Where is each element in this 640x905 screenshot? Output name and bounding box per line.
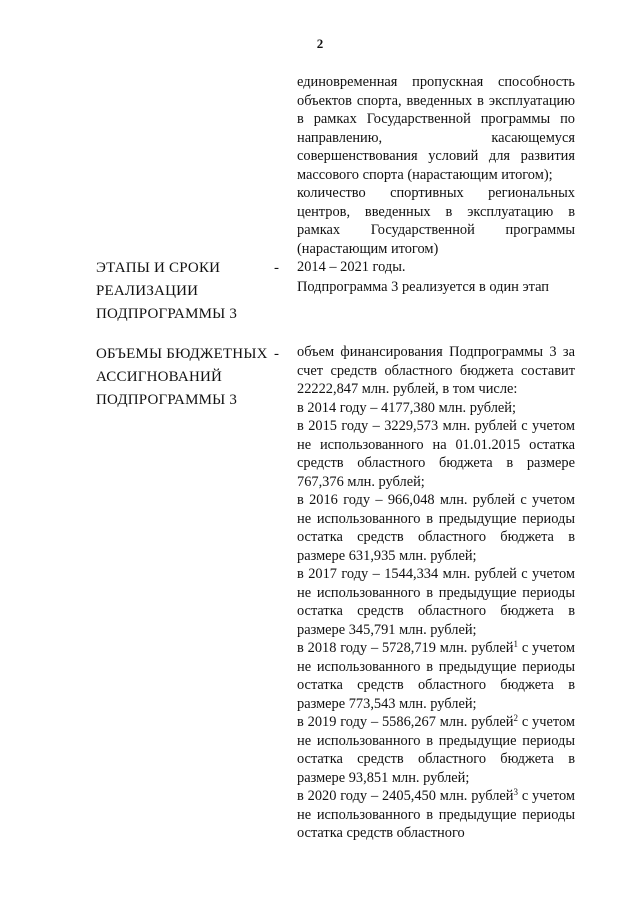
footnote-marker-3: 3 bbox=[513, 787, 518, 797]
footnote-marker-1: 1 bbox=[513, 639, 518, 649]
budget-paragraph-2019 bbox=[297, 713, 575, 787]
budget-2020-amount: в 2020 году – 2405,450 млн. рублей bbox=[297, 788, 514, 804]
stages-content bbox=[297, 257, 575, 297]
budget-label-line: ПОДПРОГРАММЫ 3 bbox=[96, 392, 238, 408]
stages-label-line: ПОДПРОГРАММЫ 3 bbox=[96, 306, 238, 322]
budget-paragraph-2016: в 2016 году – 966,048 млн. рублей с учетом не использованного в предыдущие периоды остатка средств областного бюджета в размере 631,935 млн. рублей; bbox=[297, 492, 575, 564]
budget-label bbox=[96, 343, 274, 412]
budget-2019-amount: в 2019 году – 5586,267 млн. рублей bbox=[297, 714, 514, 730]
budget-label-line: ОБЪЕМЫ БЮДЖЕТНЫХ bbox=[96, 346, 268, 362]
stages-label-line: РЕАЛИЗАЦИИ bbox=[96, 283, 199, 299]
budget-paragraph-2014: в 2014 году – 4177,380 млн. рублей; bbox=[297, 399, 516, 416]
stages-label bbox=[96, 257, 274, 326]
budget-paragraph-total: объем финансирования Подпрограммы 3 за счет средств областного бюджета составит 22222,847 млн. рублей, в том числе: bbox=[297, 344, 575, 397]
budget-paragraph-2018 bbox=[297, 639, 575, 713]
stages-label-line: ЭТАПЫ И СРОКИ bbox=[96, 260, 221, 276]
budget-label-line: АССИГНОВАНИЙ bbox=[96, 369, 223, 385]
page-number: 2 bbox=[316, 36, 324, 51]
stages-line: Подпрограмма 3 реализуется в один этап bbox=[297, 279, 549, 295]
stages-line: 2014 – 2021 годы. bbox=[297, 259, 406, 275]
budget-2018-amount: в 2018 году – 5728,719 млн. рублей bbox=[297, 640, 514, 656]
budget-2019-remainder: с учетом не использованного в предыдущие периоды остатка средств областного бюджета в размере 93,851 млн. рублей; bbox=[297, 714, 576, 786]
intro-paragraph: количество спортивных региональных центров, введенных в эксплуатацию в рамках Государственной программы (нарастающим итогом) bbox=[297, 185, 575, 257]
budget-2020-remainder: с учетом не использованного в предыдущие периоды остатка средств областного bbox=[297, 788, 576, 841]
budget-dash: - bbox=[274, 346, 279, 362]
budget-2018-remainder: с учетом не использованного в предыдущие периоды остатка средств областного бюджета в размере 773,543 млн. рублей; bbox=[297, 640, 576, 712]
budget-paragraph-2015: в 2015 году – 3229,573 млн. рублей с учетом не использованного на 01.01.2015 остатка средств областного бюджета в размере 767,376 млн. рублей; bbox=[297, 418, 575, 490]
budget-content bbox=[297, 343, 575, 843]
footnote-marker-2: 2 bbox=[513, 713, 518, 723]
budget-paragraph-2020 bbox=[297, 787, 575, 843]
intro-block bbox=[297, 73, 575, 258]
budget-paragraph-2017: в 2017 году – 1544,334 млн. рублей с учетом не использованного в предыдущие периоды остатка средств областного бюджета в размере 345,791 млн. рублей; bbox=[297, 566, 575, 638]
intro-paragraph: единовременная пропускная способность объектов спорта, введенных в эксплуатацию в рамках Государственной программы по направлению, касающемуся совершенствования условий для развития массового спорта (нарастающим итогом); bbox=[297, 74, 575, 183]
stages-dash: - bbox=[274, 260, 279, 276]
